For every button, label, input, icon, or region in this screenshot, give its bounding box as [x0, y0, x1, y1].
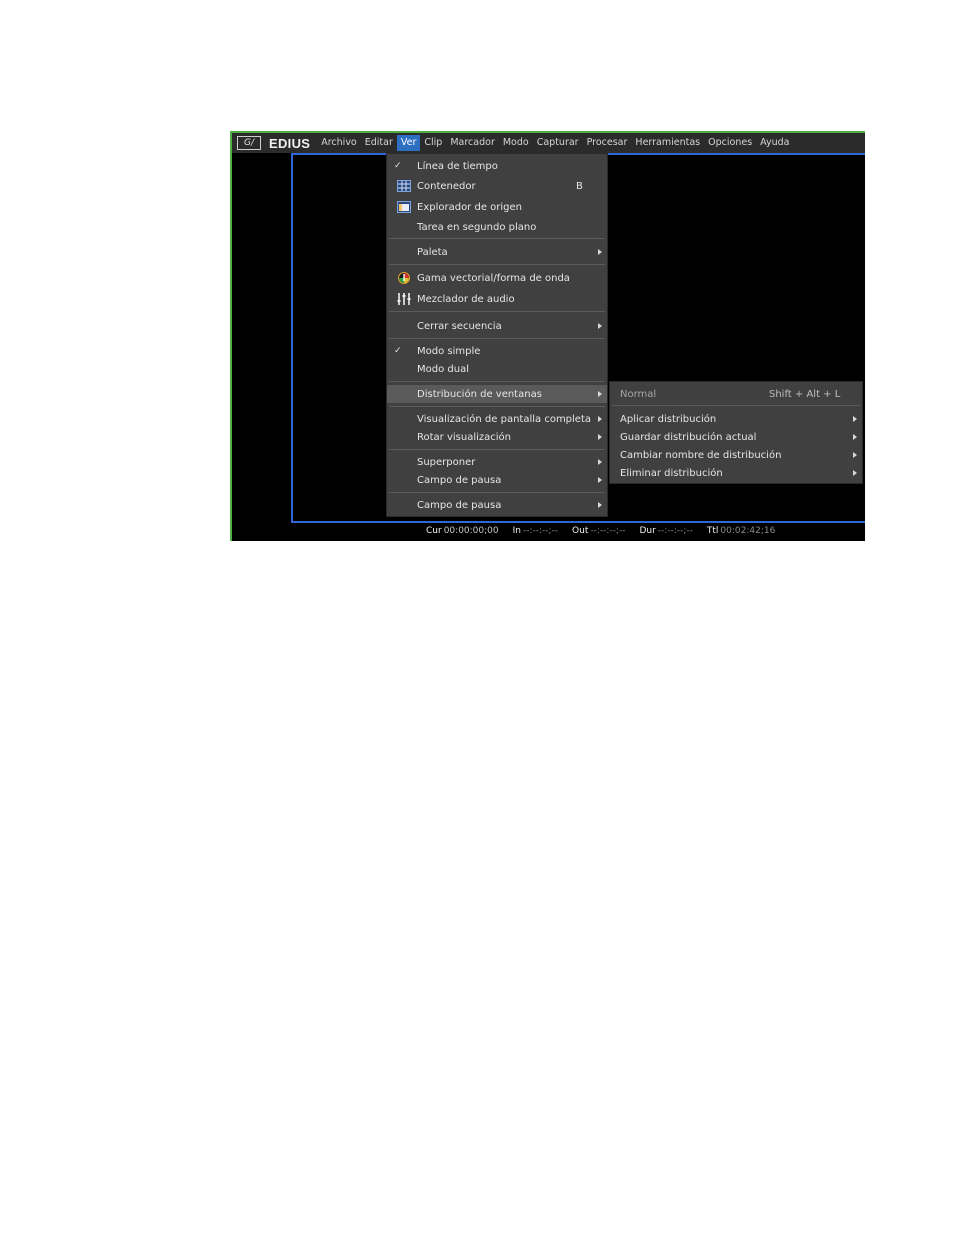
- edius-logo-icon: G/: [237, 136, 261, 150]
- submenu-item-label: Guardar distribución actual: [620, 431, 757, 443]
- menu-procesar[interactable]: Procesar: [586, 137, 628, 148]
- menu-separator: [389, 381, 605, 382]
- menu-item-modo-dual[interactable]: [387, 360, 607, 378]
- menu-item-superponer[interactable]: [387, 453, 607, 471]
- menu-item-campo-de-pausa[interactable]: [387, 471, 607, 489]
- check-icon: ✓: [394, 346, 402, 356]
- menu-item-label: Línea de tiempo: [417, 160, 498, 172]
- menu-item-cerrar-secuencia[interactable]: [387, 317, 607, 335]
- timecode-in: [513, 526, 558, 540]
- menu-item-linea-de-tiempo[interactable]: [387, 157, 607, 175]
- timecode-bar: [426, 526, 775, 540]
- menu-item-campo-de-pausa-2[interactable]: [387, 496, 607, 514]
- menu-separator: [389, 311, 605, 312]
- menu-modo[interactable]: Modo: [502, 137, 529, 148]
- menu-item-label: Superponer: [417, 456, 476, 468]
- menu-separator: [389, 264, 605, 265]
- menu-ver[interactable]: Ver: [397, 135, 421, 151]
- cur-value: 00:00:00;00: [443, 526, 499, 536]
- menu-bar: [232, 133, 865, 153]
- submenu-arrow-icon: [853, 434, 857, 440]
- menu-item-label: Campo de pausa: [417, 499, 502, 511]
- submenu-item-aplicar-distribucion[interactable]: [610, 410, 862, 428]
- submenu-arrow-icon: [598, 323, 602, 329]
- submenu-arrow-icon: [598, 249, 602, 255]
- menu-separator: [389, 449, 605, 450]
- menu-editar[interactable]: Editar: [364, 137, 393, 148]
- timecode-dur: [639, 526, 692, 540]
- menu-ayuda[interactable]: Ayuda: [760, 137, 790, 148]
- check-icon: ✓: [394, 161, 402, 171]
- menu-item-rotar-visualizacion[interactable]: [387, 428, 607, 446]
- submenu-item-shortcut: Shift + Alt + L: [769, 388, 841, 400]
- out-label: Out: [572, 526, 589, 536]
- submenu-item-normal[interactable]: [610, 385, 862, 403]
- menu-clip[interactable]: Clip: [424, 137, 443, 148]
- menu-item-label: Visualización de pantalla completa: [417, 413, 592, 425]
- menu-item-label: Explorador de origen: [417, 201, 522, 213]
- menu-item-label: Gama vectorial/forma de onda: [417, 272, 570, 284]
- ver-menu: [386, 153, 608, 517]
- menu-item-paleta[interactable]: [387, 243, 607, 261]
- menu-item-distribucion-ventanas[interactable]: [387, 385, 607, 403]
- menu-archivo[interactable]: Archivo: [321, 137, 357, 148]
- layout-submenu: [609, 381, 863, 484]
- menu-item-label: Rotar visualización: [417, 431, 511, 443]
- dur-label: Dur: [639, 526, 656, 536]
- menu-separator: [389, 492, 605, 493]
- out-value: --:--:--;--: [590, 526, 626, 536]
- dur-value: --:--:--;--: [657, 526, 693, 536]
- menu-marcador[interactable]: Marcador: [450, 137, 495, 148]
- timecode-ttl: [707, 526, 775, 540]
- submenu-arrow-icon: [598, 477, 602, 483]
- menu-separator: [612, 405, 860, 406]
- menu-capturar[interactable]: Capturar: [536, 137, 579, 148]
- timecode-cur: [426, 526, 499, 540]
- grid-icon: [397, 180, 411, 192]
- timecode-out: [572, 526, 625, 540]
- menu-item-label: Distribución de ventanas: [417, 388, 542, 400]
- menu-item-explorador[interactable]: [387, 198, 607, 216]
- ttl-label: Ttl: [706, 526, 719, 536]
- menu-item-label: Mezclador de audio: [417, 293, 515, 305]
- submenu-arrow-icon: [853, 470, 857, 476]
- menu-separator: [389, 406, 605, 407]
- cur-label: Cur: [426, 526, 442, 536]
- menu-separator: [389, 238, 605, 239]
- menu-item-contenedor[interactable]: [387, 177, 607, 195]
- submenu-item-label: Normal: [620, 388, 657, 400]
- menu-item-mezclador-audio[interactable]: [387, 290, 607, 308]
- menu-item-label: Modo dual: [417, 363, 469, 375]
- browser-icon: [397, 201, 411, 213]
- submenu-arrow-icon: [598, 416, 602, 422]
- menu-item-label: Modo simple: [417, 345, 481, 357]
- submenu-item-guardar-distribucion[interactable]: [610, 428, 862, 446]
- mixer-icon: [397, 293, 411, 305]
- menu-item-gama-vectorial[interactable]: [387, 269, 607, 287]
- menu-opciones[interactable]: Opciones: [708, 137, 753, 148]
- menu-item-modo-simple[interactable]: [387, 342, 607, 360]
- menu-herramientas[interactable]: Herramientas: [635, 137, 701, 148]
- edius-window: [230, 131, 865, 541]
- submenu-item-label: Cambiar nombre de distribución: [620, 449, 782, 461]
- submenu-item-cambiar-nombre[interactable]: [610, 446, 862, 464]
- menu-item-label: Contenedor: [417, 180, 476, 192]
- ttl-value: 00:02:42;16: [720, 526, 776, 536]
- in-value: --:--:--;--: [522, 526, 559, 536]
- vectorscope-icon: [397, 272, 411, 284]
- window-left-border: [230, 131, 232, 541]
- menu-item-tarea-segundo-plano[interactable]: [387, 218, 607, 236]
- submenu-arrow-icon: [598, 434, 602, 440]
- submenu-item-label: Aplicar distribución: [620, 413, 717, 425]
- menu-item-label: Tarea en segundo plano: [417, 221, 537, 233]
- menu-item-label: Paleta: [417, 246, 448, 258]
- submenu-item-label: Eliminar distribución: [620, 467, 723, 479]
- submenu-item-eliminar-distribucion[interactable]: [610, 464, 862, 482]
- brand-name: EDIUS: [269, 135, 311, 151]
- submenu-arrow-icon: [598, 391, 602, 397]
- submenu-arrow-icon: [598, 502, 602, 508]
- in-label: In: [512, 526, 521, 536]
- menu-item-shortcut: B: [576, 180, 583, 192]
- menu-item-pantalla-completa[interactable]: [387, 410, 607, 428]
- submenu-arrow-icon: [598, 459, 602, 465]
- menu-item-label: Campo de pausa: [417, 474, 502, 486]
- submenu-arrow-icon: [853, 452, 857, 458]
- menu-item-label: Cerrar secuencia: [417, 320, 502, 332]
- menu-separator: [389, 338, 605, 339]
- submenu-arrow-icon: [853, 416, 857, 422]
